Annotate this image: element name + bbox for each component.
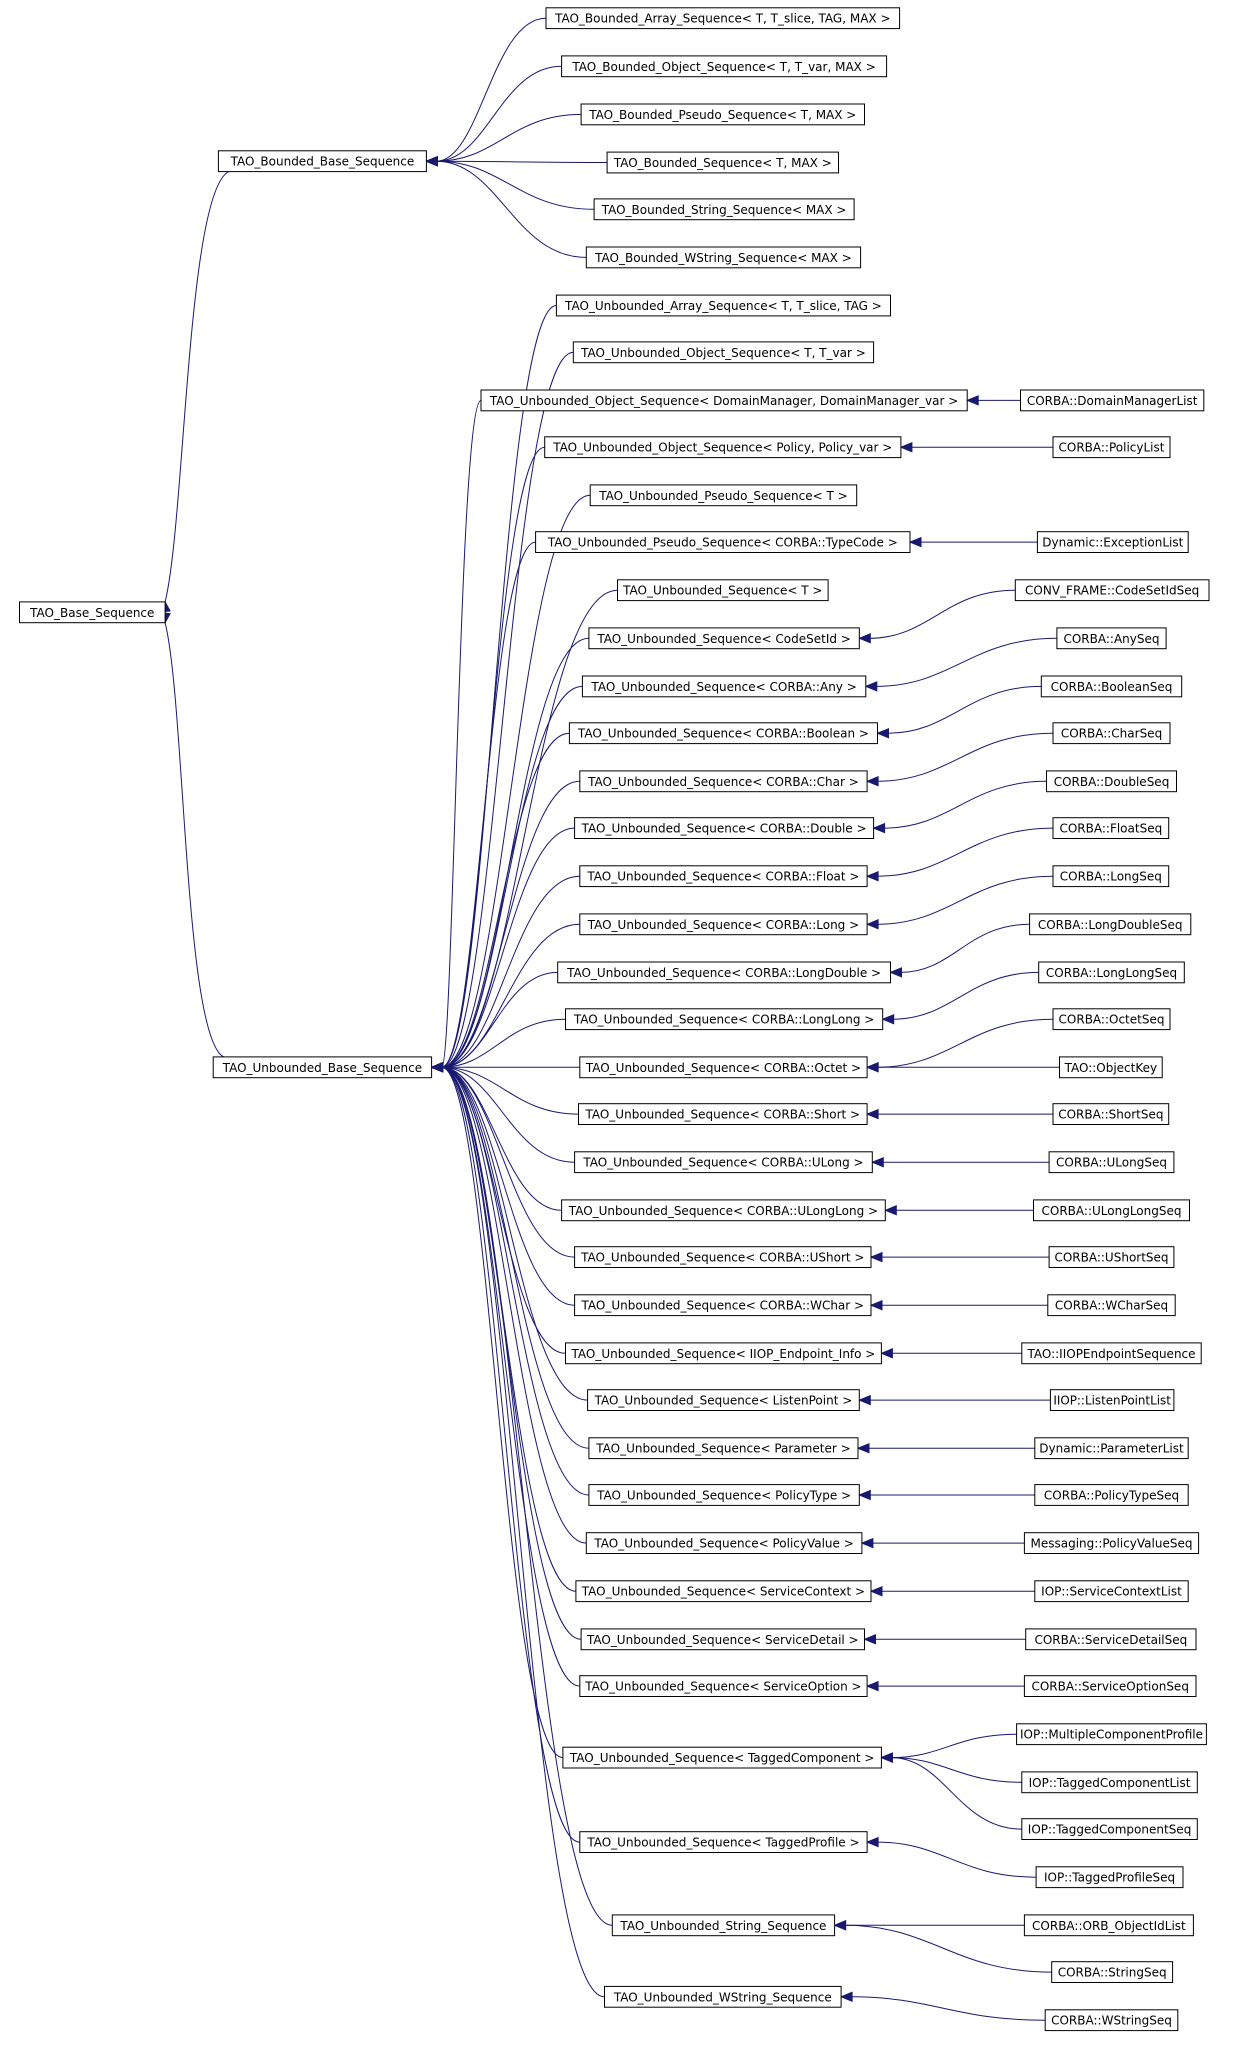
inheritance-arrowhead — [891, 968, 902, 977]
class-node-tao-unbounded-sequence-corba-char[interactable] — [580, 771, 867, 792]
class-label: CORBA::FloatSeq — [1059, 821, 1163, 836]
class-label: TAO::ObjectKey — [1064, 1060, 1158, 1075]
class-label: CORBA::AnySeq — [1063, 631, 1160, 646]
inheritance-edge — [442, 924, 580, 1067]
class-label: CORBA::WStringSeq — [1051, 2013, 1172, 2028]
inheritance-edge — [888, 686, 1042, 733]
inheritance-arrowhead — [859, 1491, 870, 1500]
class-label: IOP::TaggedComponentList — [1028, 1775, 1191, 1790]
class-label: CORBA::ULongSeq — [1056, 1155, 1167, 1170]
class-label: IOP::MultipleComponentProfile — [1020, 1727, 1203, 1742]
class-label: TAO_Bounded_Sequence< T, MAX > — [613, 156, 832, 170]
class-node-dynamic-parameterlist[interactable] — [1035, 1438, 1188, 1459]
inheritance-arrowhead — [867, 920, 878, 929]
class-node-tao-unbounded-sequence-policyvalue[interactable] — [586, 1533, 862, 1554]
class-label: TAO_Unbounded_Object_Sequence< DomainManager, DomainManager_var > — [489, 393, 959, 408]
class-label: CORBA::BooleanSeq — [1050, 679, 1173, 694]
inheritance-arrowhead — [967, 396, 978, 405]
inheritance-edge — [901, 924, 1030, 972]
class-label: TAO_Unbounded_Pseudo_Sequence< T > — [599, 488, 848, 503]
inheritance-arrowhead — [859, 1396, 870, 1405]
inheritance-edge — [877, 1842, 1036, 1877]
class-label: TAO_Unbounded_WString_Sequence — [613, 1990, 832, 2005]
class-node-corba-shortseq[interactable] — [1053, 1104, 1169, 1125]
inheritance-edge — [436, 161, 594, 209]
class-label: TAO_Unbounded_Sequence< TaggedComponent > — [569, 1751, 875, 1766]
class-label: Dynamic::ParameterList — [1039, 1441, 1184, 1456]
nodes-layer — [20, 8, 1210, 2031]
class-node-tao-unbounded-pseudo-sequence-t[interactable] — [590, 485, 857, 506]
class-label: CORBA::UShortSeq — [1054, 1250, 1169, 1265]
inheritance-arrowhead — [867, 872, 878, 881]
class-node-tao-unbounded-sequence-corba-longlong[interactable] — [566, 1009, 883, 1030]
class-node-corba-ulonglongseq[interactable] — [1034, 1200, 1190, 1221]
inheritance-edge — [436, 18, 546, 161]
class-label: CORBA::ServiceOptionSeq — [1031, 1679, 1189, 1694]
class-label: CORBA::PolicyTypeSeq — [1043, 1488, 1180, 1503]
class-label: TAO_Unbounded_Sequence< T > — [623, 583, 823, 598]
class-node-tao-bounded-wstring-sequence-max[interactable] — [586, 247, 860, 268]
class-node-tao-bounded-object-sequence-t-t-var-max[interactable] — [562, 56, 887, 77]
inheritance-arrowhead — [867, 1110, 878, 1119]
class-label: TAO_Unbounded_Sequence< TaggedProfile > — [587, 1835, 860, 1850]
inheritance-edge — [869, 590, 1015, 638]
class-label: TAO_Unbounded_Object_Sequence< T, T_var > — [581, 345, 866, 360]
class-label: TAO::IIOPEndpointSequence — [1027, 1346, 1196, 1361]
inheritance-arrowhead — [872, 1158, 883, 1167]
class-label: TAO_Unbounded_Sequence< ServiceDetail > — [586, 1632, 859, 1647]
inheritance-edge — [442, 400, 481, 1067]
class-label: TAO_Unbounded_Sequence< ListenPoint > — [594, 1393, 853, 1408]
class-node-tao-base-sequence[interactable] — [20, 602, 166, 623]
class-node-corba-ushortseq[interactable] — [1049, 1247, 1174, 1268]
class-label: TAO_Unbounded_Sequence< CORBA::Short > — [585, 1107, 861, 1122]
inheritance-edge — [442, 352, 574, 1067]
class-node-tao-iiopendpointsequence[interactable] — [1022, 1343, 1201, 1364]
class-label: CORBA::ORB_ObjectIdList — [1032, 1918, 1186, 1933]
class-node-corba-orb-objectidlist[interactable] — [1024, 1915, 1193, 1936]
inheritance-arrowhead — [835, 1921, 846, 1930]
class-label: TAO_Unbounded_Object_Sequence< Policy, Policy_var > — [553, 440, 893, 455]
class-node-tao-unbounded-sequence-iiop-endpoint-info[interactable] — [566, 1343, 882, 1364]
inheritance-edge — [845, 1925, 1052, 1972]
class-node-tao-unbounded-sequence-policytype[interactable] — [589, 1485, 859, 1506]
class-label: CORBA::PolicyList — [1058, 440, 1165, 455]
class-label: IOP::TaggedProfileSeq — [1043, 1870, 1176, 1885]
class-node-tao-unbounded-sequence-corba-wchar[interactable] — [575, 1295, 871, 1316]
class-label: TAO_Unbounded_Sequence< CORBA::Long > — [587, 917, 860, 932]
class-label: TAO_Unbounded_Sequence< ServiceContext > — [581, 1584, 866, 1599]
class-label: TAO_Unbounded_Sequence< CORBA::ULongLong > — [568, 1203, 879, 1218]
class-label: TAO_Unbounded_Sequence< CORBA::UShort > — [581, 1250, 865, 1265]
inheritance-arrowhead — [858, 1444, 869, 1453]
class-node-tao-unbounded-pseudo-sequence-corba-typecode[interactable] — [536, 532, 910, 553]
inheritance-edge — [442, 1067, 581, 1639]
inheritance-arrowhead — [871, 1301, 882, 1310]
inheritance-arrowhead — [885, 1206, 896, 1215]
class-node-corba-policytypeseq[interactable] — [1035, 1485, 1188, 1506]
inheritance-edge — [442, 1067, 589, 1495]
inheritance-arrowhead — [867, 1063, 878, 1072]
class-node-tao-unbounded-sequence-listenpoint[interactable] — [588, 1390, 860, 1411]
inheritance-arrowhead — [841, 1992, 852, 2001]
class-node-tao-unbounded-sequence-codesetid[interactable] — [589, 628, 859, 649]
class-label: TAO_Unbounded_Sequence< CORBA::Double > — [581, 821, 867, 836]
inheritance-arrowhead — [874, 824, 885, 833]
inheritance-edge — [877, 733, 1053, 781]
class-node-iiop-listenpointlist[interactable] — [1050, 1390, 1174, 1411]
class-node-corba-longlongseq[interactable] — [1039, 962, 1185, 983]
class-label: TAO_Unbounded_Sequence< IIOP_Endpoint_Info > — [571, 1346, 876, 1361]
inheritance-arrowhead — [866, 682, 877, 691]
class-node-tao-unbounded-sequence-servicedetail[interactable] — [581, 1629, 864, 1650]
class-node-tao-unbounded-sequence-corba-ulong[interactable] — [575, 1152, 873, 1173]
inheritance-edge — [877, 1019, 1053, 1067]
inheritance-arrowhead — [901, 443, 912, 452]
class-node-tao-unbounded-sequence-corba-octet[interactable] — [580, 1057, 867, 1078]
class-node-corba-longdoubleseq[interactable] — [1030, 914, 1191, 935]
class-node-corba-servicedetailseq[interactable] — [1026, 1629, 1196, 1650]
inheritance-edge — [891, 1758, 1021, 1830]
class-node-corba-floatseq[interactable] — [1053, 818, 1169, 839]
inheritance-arrowhead — [426, 157, 437, 166]
class-node-tao-unbounded-sequence-corba-boolean[interactable] — [569, 723, 877, 744]
class-label: TAO_Bounded_Object_Sequence< T, T_var, MAX > — [572, 59, 876, 74]
class-node-tao-unbounded-sequence-corba-short[interactable] — [579, 1104, 868, 1125]
inheritance-edge — [442, 1067, 580, 1842]
inheritance-arrowhead — [865, 1635, 876, 1644]
class-label: TAO_Unbounded_Sequence< PolicyValue > — [594, 1536, 854, 1551]
class-label: TAO_Unbounded_Sequence< CORBA::WChar > — [581, 1298, 865, 1313]
inheritance-edge — [442, 781, 580, 1067]
inheritance-edge — [891, 1734, 1016, 1757]
class-label: CORBA::LongDoubleSeq — [1037, 917, 1183, 932]
class-node-iop-taggedcomponentlist[interactable] — [1022, 1772, 1198, 1793]
class-node-iop-taggedcomponentseq[interactable] — [1022, 1819, 1198, 1840]
inheritance-arrowhead — [871, 1253, 882, 1262]
class-node-corba-octetseq[interactable] — [1053, 1009, 1170, 1030]
class-label: TAO_Bounded_String_Sequence< MAX > — [601, 202, 847, 217]
class-node-tao-unbounded-object-sequence-policy-policy-var[interactable] — [545, 437, 901, 458]
inheritance-edge — [877, 828, 1053, 876]
class-label: TAO_Unbounded_Sequence< CORBA::ULong > — [583, 1155, 864, 1170]
class-label: TAO_Unbounded_Sequence< CORBA::Any > — [591, 679, 857, 694]
class-node-tao-unbounded-sequence-corba-double[interactable] — [575, 818, 874, 839]
class-label: CONV_FRAME::CodeSetIdSeq — [1025, 583, 1200, 598]
class-node-corba-ulongseq[interactable] — [1049, 1152, 1174, 1173]
inheritance-arrowhead — [867, 777, 878, 786]
class-node-messaging-policyvalueseq[interactable] — [1024, 1533, 1198, 1554]
class-label: CORBA::DomainManagerList — [1026, 393, 1198, 408]
class-label: TAO_Unbounded_Sequence< CodeSetId > — [597, 631, 851, 646]
class-node-tao-bounded-base-sequence[interactable] — [218, 151, 426, 172]
class-label: IOP::ServiceContextList — [1041, 1584, 1182, 1599]
class-label: TAO_Unbounded_Sequence< PolicyType > — [597, 1488, 852, 1503]
class-node-tao-bounded-array-sequence-t-t-slice-tag-max[interactable] — [546, 8, 900, 29]
class-node-tao-unbounded-object-sequence-domainmanager-domainmanager-var[interactable] — [481, 390, 967, 411]
inheritance-edge — [884, 781, 1047, 828]
class-node-tao-unbounded-object-sequence-t-t-var[interactable] — [573, 342, 873, 363]
class-label: TAO_Bounded_WString_Sequence< MAX > — [595, 250, 852, 265]
inheritance-arrowhead — [862, 1539, 873, 1548]
class-node-corba-serviceoptionseq[interactable] — [1024, 1676, 1196, 1697]
class-label: TAO_Unbounded_Sequence< CORBA::Boolean > — [577, 726, 869, 741]
class-label: Messaging::PolicyValueSeq — [1030, 1536, 1193, 1551]
class-node-tao-unbounded-sequence-t[interactable] — [618, 580, 829, 601]
class-node-tao-unbounded-sequence-corba-any[interactable] — [582, 676, 865, 697]
inheritance-edge — [877, 876, 1053, 924]
class-label: TAO_Unbounded_Pseudo_Sequence< CORBA::TypeCode > — [547, 535, 898, 550]
class-label: TAO_Unbounded_Sequence< CORBA::LongDouble > — [567, 965, 882, 980]
class-label: TAO_Unbounded_Sequence< Parameter > — [596, 1441, 851, 1456]
class-node-corba-booleanseq[interactable] — [1041, 676, 1181, 697]
class-node-tao-unbounded-sequence-serviceoption[interactable] — [580, 1676, 867, 1697]
class-label: CORBA::ULongLongSeq — [1041, 1203, 1182, 1218]
class-node-tao-unbounded-sequence-corba-ulonglong[interactable] — [562, 1200, 886, 1221]
inheritance-edge — [436, 66, 561, 161]
class-node-corba-charseq[interactable] — [1053, 723, 1170, 744]
class-node-tao-unbounded-sequence-corba-longdouble[interactable] — [558, 962, 891, 983]
class-label: TAO_Bounded_Array_Sequence< T, T_slice, TAG, MAX > — [555, 11, 891, 26]
class-node-tao-unbounded-sequence-servicecontext[interactable] — [576, 1581, 871, 1602]
class-label: CORBA::StringSeq — [1057, 1965, 1167, 1980]
class-node-tao-unbounded-sequence-corba-ushort[interactable] — [575, 1247, 871, 1268]
class-label: TAO_Unbounded_Base_Sequence — [222, 1060, 423, 1075]
inheritance-edge — [165, 623, 224, 1057]
class-node-tao-unbounded-wstring-sequence[interactable] — [605, 1986, 842, 2007]
class-label: CORBA::CharSeq — [1060, 726, 1163, 741]
class-node-tao-objectkey[interactable] — [1060, 1057, 1163, 1078]
inheritance-arrowhead — [910, 538, 921, 547]
inheritance-arrowhead — [867, 1682, 878, 1691]
inheritance-arrowhead — [881, 1753, 892, 1762]
class-label: TAO_Bounded_Pseudo_Sequence< T, MAX > — [589, 107, 857, 122]
class-node-tao-unbounded-base-sequence[interactable] — [213, 1057, 431, 1078]
inheritance-edge — [876, 638, 1057, 686]
class-node-tao-unbounded-string-sequence[interactable] — [612, 1915, 834, 1936]
class-node-iop-servicecontextlist[interactable] — [1035, 1581, 1188, 1602]
class-node-corba-policylist[interactable] — [1053, 437, 1170, 458]
inheritance-arrowhead — [432, 1063, 443, 1072]
inheritance-edge — [436, 161, 607, 162]
class-node-corba-domainmanagerlist[interactable] — [1021, 390, 1204, 411]
class-node-corba-stringseq[interactable] — [1052, 1962, 1173, 1983]
class-label: IIOP::ListenPointList — [1053, 1393, 1172, 1408]
class-label: CORBA::LongLongSeq — [1045, 965, 1178, 980]
class-node-tao-bounded-sequence-t-max[interactable] — [607, 152, 838, 173]
class-node-tao-unbounded-array-sequence-t-t-slice-tag[interactable] — [556, 295, 890, 316]
class-label: TAO_Unbounded_Sequence< ServiceOption > — [585, 1679, 862, 1694]
class-label: TAO_Unbounded_Sequence< CORBA::Float > — [587, 869, 860, 884]
class-node-tao-unbounded-sequence-corba-float[interactable] — [580, 866, 867, 887]
class-label: CORBA::OctetSeq — [1058, 1012, 1165, 1027]
class-node-tao-unbounded-sequence-taggedprofile[interactable] — [580, 1832, 867, 1853]
inheritance-arrowhead — [871, 1587, 882, 1596]
class-label: TAO_Unbounded_String_Sequence — [620, 1918, 827, 1933]
inheritance-edge — [442, 1067, 613, 1925]
class-node-corba-wcharseq[interactable] — [1048, 1295, 1175, 1316]
class-label: TAO_Unbounded_Array_Sequence< T, T_slice, TAG > — [565, 299, 882, 313]
class-node-tao-unbounded-sequence-corba-long[interactable] — [580, 914, 867, 935]
class-label: TAO_Bounded_Base_Sequence — [230, 154, 415, 169]
inheritance-edge — [436, 161, 586, 257]
class-label: CORBA::DoubleSeq — [1053, 774, 1170, 789]
class-node-tao-bounded-pseudo-sequence-t-max[interactable] — [581, 104, 864, 125]
class-label: IOP::TaggedComponentSeq — [1027, 1822, 1192, 1837]
class-label: Dynamic::ExceptionList — [1042, 535, 1184, 550]
class-node-tao-unbounded-sequence-taggedcomponent[interactable] — [563, 1747, 882, 1768]
class-node-corba-anyseq[interactable] — [1057, 628, 1166, 649]
inheritance-arrowhead — [883, 1015, 894, 1024]
class-node-tao-unbounded-sequence-parameter[interactable] — [589, 1438, 858, 1459]
inheritance-edge — [893, 972, 1039, 1019]
inheritance-edge — [851, 1997, 1045, 2020]
class-node-corba-longseq[interactable] — [1053, 866, 1169, 887]
inheritance-arrowhead — [878, 729, 889, 738]
inheritance-arrowhead — [881, 1349, 892, 1358]
inheritance-edge — [442, 1067, 563, 1757]
class-node-iop-taggedprofileseq[interactable] — [1036, 1867, 1183, 1888]
class-label: TAO_Unbounded_Sequence< CORBA::Char > — [588, 774, 859, 789]
class-label: CORBA::WCharSeq — [1054, 1298, 1169, 1313]
class-label: CORBA::ShortSeq — [1058, 1107, 1164, 1122]
class-label: CORBA::ServiceDetailSeq — [1034, 1632, 1188, 1647]
class-node-corba-wstringseq[interactable] — [1045, 2010, 1178, 2031]
class-node-dynamic-exceptionlist[interactable] — [1037, 532, 1188, 553]
inheritance-edge — [442, 1067, 579, 1114]
inheritance-arrowhead — [859, 634, 870, 643]
inheritance-edge — [165, 172, 229, 602]
inheritance-arrowhead — [867, 1838, 878, 1847]
class-label: TAO_Unbounded_Sequence< CORBA::LongLong > — [573, 1012, 875, 1027]
inheritance-edge — [442, 1067, 589, 1448]
class-label: TAO_Base_Sequence — [30, 605, 155, 620]
class-node-tao-bounded-string-sequence-max[interactable] — [594, 199, 854, 220]
class-label: CORBA::LongSeq — [1059, 869, 1162, 884]
class-node-corba-doubleseq[interactable] — [1047, 771, 1177, 792]
class-node-iop-multiplecomponentprofile[interactable] — [1017, 1724, 1207, 1745]
class-label: TAO_Unbounded_Sequence< CORBA::Octet > — [585, 1060, 862, 1075]
class-node-conv-frame-codesetidseq[interactable] — [1015, 580, 1209, 601]
